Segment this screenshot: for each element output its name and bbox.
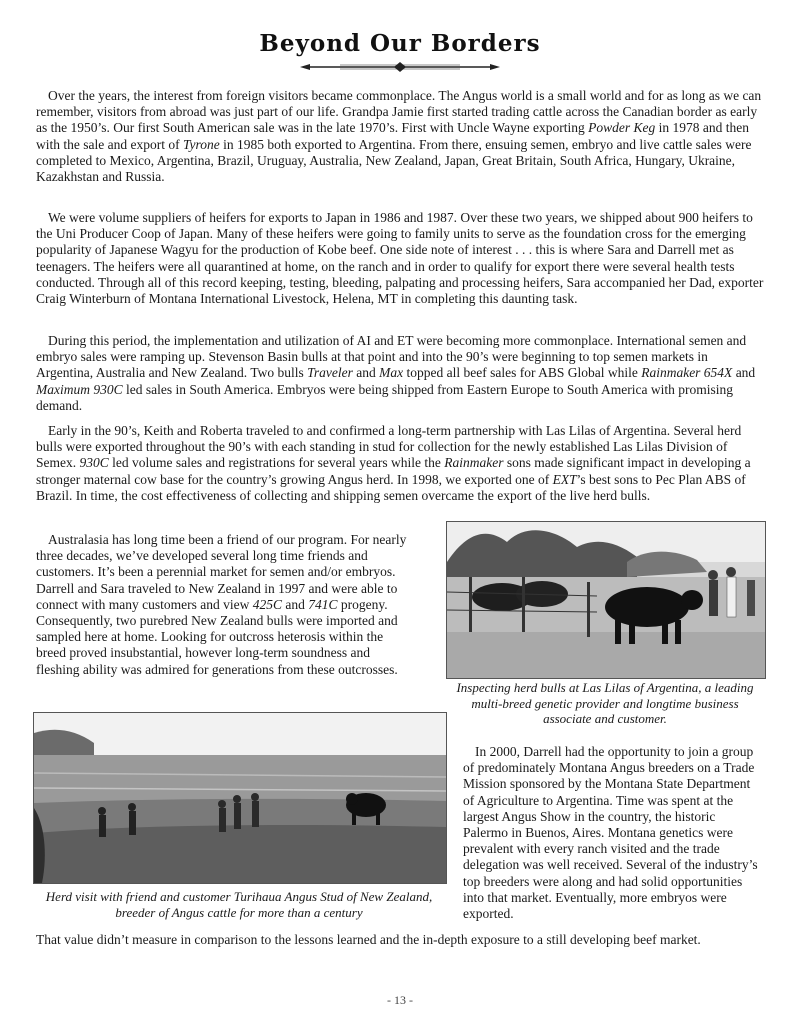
page-number: - 13 -: [387, 993, 413, 1007]
italic-name: 741C: [308, 596, 338, 612]
italic-name: EXT: [552, 471, 577, 487]
italic-name: Rainmaker 654X: [641, 365, 733, 381]
italic-name: 930C: [79, 455, 109, 471]
paragraph-las-lilas: Early in the 90’s, Keith and Roberta traveled to and confirmed a long-term partnership with Las Lilas of Argentina. Several herd bulls were exported throughout the 90’s with each standing in stud for collection for the newly established Las Lilas Division of Semex. 930C led volume sales and registrations for several years while the Rainmaker sons made significant impact in developing a stronger maternal cow base for the country’s growing Angus herd. In 1998, we exported one of EXT’s best sons to Pec Plan ABS of Brazil. In time, the cost effectiveness of collecting and shipping semen overcame the export of the live herd bulls.: [36, 423, 751, 503]
photo-argentina-bulls: [446, 521, 766, 679]
paragraph-australasia: Australasia has long time been a friend of our program. For nearly three decades, we’ve developed several long time friends and customers. It’s been a perennial market for semen and/or embryos. Darrell and Sara traveled to New Zealand in 1997 and were able to connect with many customers and view 425C and 741C progeny. Consequently, two purebred New Zealand bulls were imported and sampled here at home. Looking for outcross heterosis within the breed proved insubstantial, however long-term soundness and fleshing ability was admired for generations from these outcrosses.: [36, 532, 407, 677]
italic-name: Powder Keg: [588, 120, 656, 136]
photo-new-zealand-herd-visit: [33, 712, 447, 884]
italic-name: Max: [379, 365, 404, 381]
italic-name: Tyrone: [182, 136, 220, 152]
italic-name: Rainmaker: [444, 455, 504, 471]
paragraph-lessons-learned: That value didn’t measure in comparison to the lessons learned and the in-depth exposure to a still developing beef market.: [36, 932, 701, 947]
paragraph-ai-et: During this period, the implementation and utilization of AI and ET were becoming more commonplace. International semen and embryo sales were ramping up. Stevenson Basin bulls at that point and into the 90’s were beginning to top semen markets in Argentina, Australia and New Zealand. Two bulls Traveler and Max topped all beef sales for ABS Global while Rainmaker 654X and Maximum 930C led sales in South America. Embryos were being shipped from Eastern Europe to South America with promising demand.: [36, 333, 756, 413]
paragraph-foreign-visitors: Over the years, the interest from foreign visitors became commonplace. The Angus world is a small world and for as long as we can remember, visitors from abroad was just part of our life. Grandpa Jamie first started trading cattle across the Canadian border as early as the 1950’s. Our first South American sale was in the late 1970’s. First with Uncle Wayne exporting Powder Keg in 1978 and then with the sale and export of Tyrone in 1985 both exported to Argentina. From there, ensuing semen, embryo and live cattle sales were completed to Mexico, Argentina, Brazil, Uruguay, Australia, New Zealand, Japan, Great Britain, South Africa, Hungary, Ukraine, Kazakhstan and Russia.: [36, 88, 762, 185]
italic-name: Traveler: [307, 365, 353, 381]
italic-name: 425C: [252, 596, 282, 612]
title-ornament-divider: [300, 62, 500, 72]
caption-new-zealand-herd-visit: Herd visit with friend and customer Turihaua Angus Stud of New Zealand, breeder of Angus cattle for more than a century: [45, 889, 433, 920]
paragraph-japan-heifers: We were volume suppliers of heifers for exports to Japan in 1986 and 1987. Over these two years, we shipped about 900 heifers to the Uni Producer Coop of Japan. Many of these heifers were going to family units to serve as the foundation cross for the emerging popularity of Japanese Wagyu for the production of Kobe beef. One side note of interest . . . this is where Sara and Darrell met as teenagers. The heifers were all quarantined at home, on the ranch and in order to qualify for export there were several health tests conducted. Through all of this record keeping, testing, bleeding, palpating and processing heifers, Sara accompanied her Dad, exporter Craig Winterburn of Montana International Livestock, Helena, MT in completing this daunting task.: [36, 210, 764, 307]
page-title: Beyond Our Borders: [259, 30, 541, 57]
italic-name: Maximum 930C: [36, 381, 123, 397]
caption-argentina-bulls: Inspecting herd bulls at Las Lilas of Argentina, a leading multi-breed genetic provider and longtime business associate and customer.: [456, 680, 754, 726]
paragraph-trade-mission: In 2000, Darrell had the opportunity to join a group of predominately Montana Angus breeders on a Trade Mission sponsored by the Montana State Department of Agriculture to Argentina. Time was spent at the largest Angus Show in the country, the historic Palermo in Buenos, Aires. Montana genetics were prevalent with every ranch visited and the trade delegation was well received. Several of the industry’s top breeders were along and had solid opportunities into that market. Eventually, more embryos were exported.: [463, 744, 758, 922]
